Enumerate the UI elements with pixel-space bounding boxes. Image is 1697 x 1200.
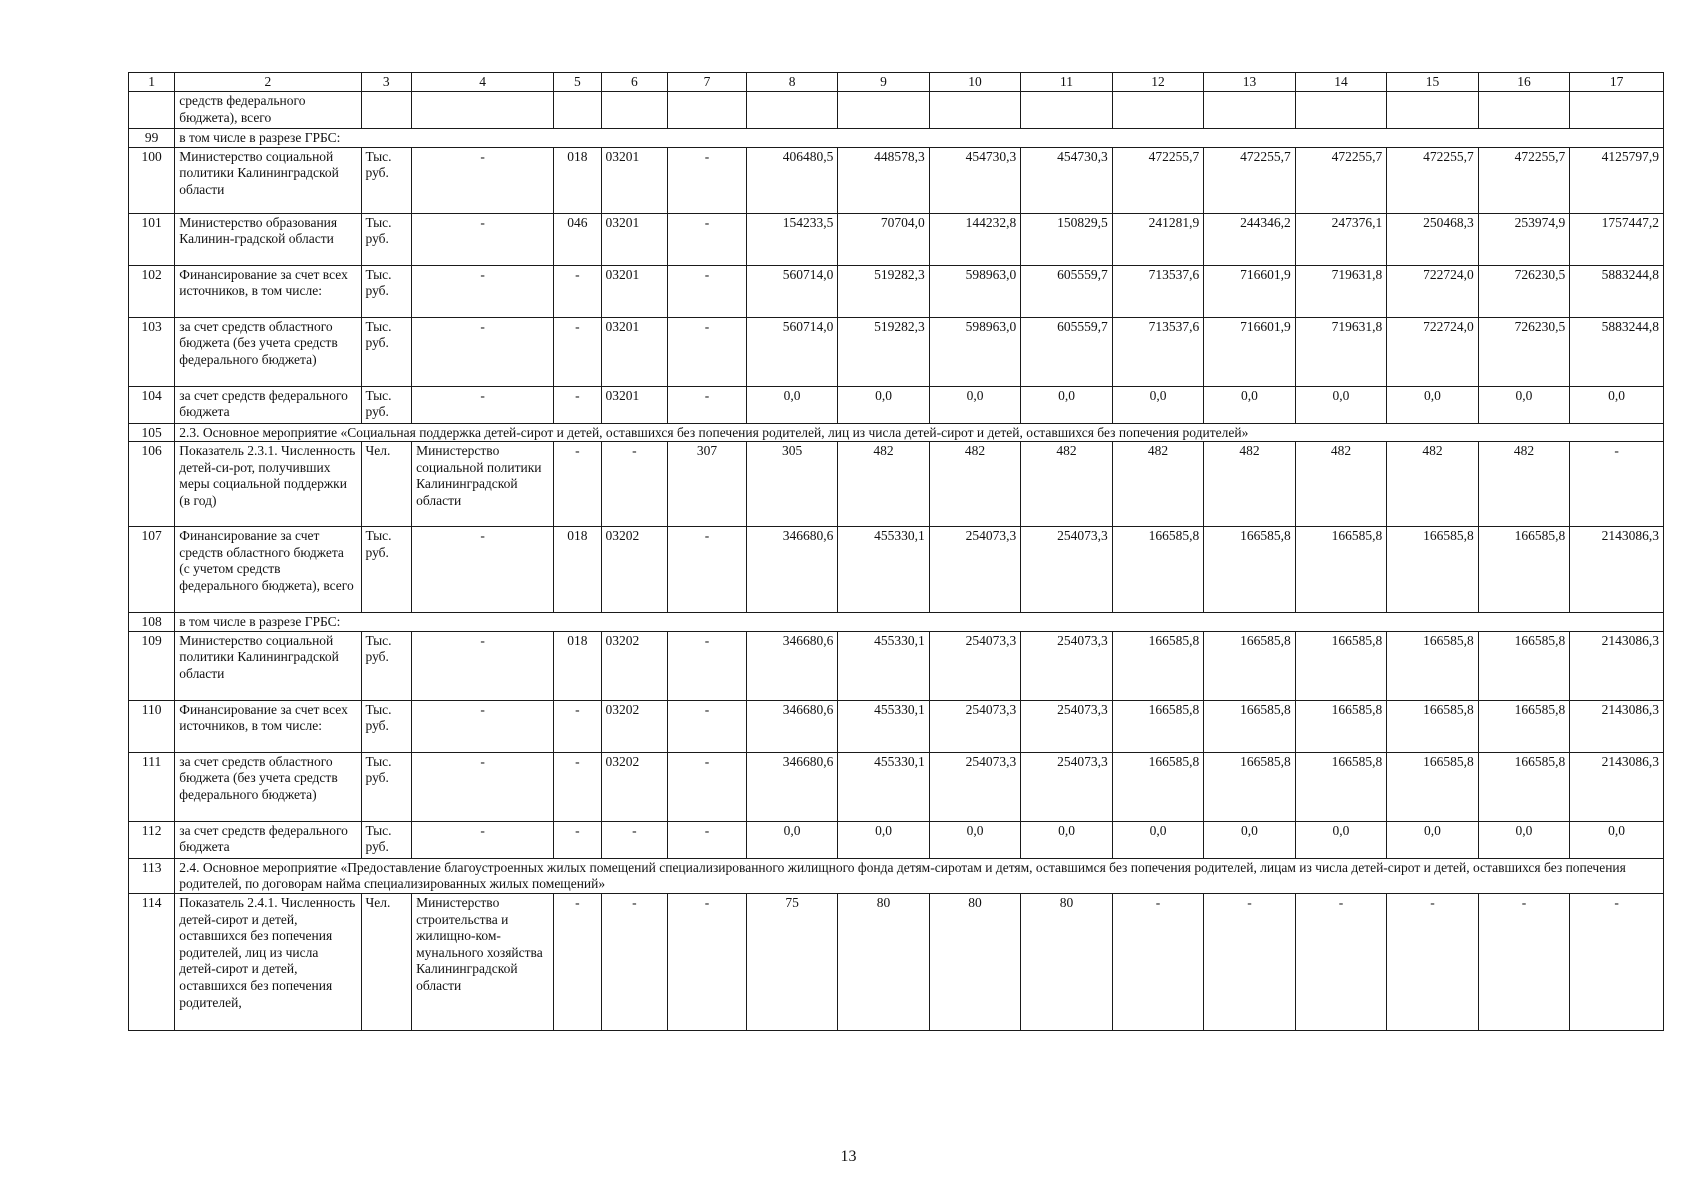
table-row bbox=[129, 631, 1664, 700]
value-cell: 0,0 bbox=[1387, 821, 1478, 858]
value-cell: 166585,8 bbox=[1295, 631, 1386, 700]
value-cell: - bbox=[1387, 893, 1478, 1030]
indicator-name: за счет средств областного бюджета (без учета средств федерального бюджета) bbox=[175, 752, 361, 821]
value-cell: 0,0 bbox=[1021, 386, 1112, 423]
code-cell: - bbox=[554, 821, 601, 858]
row-number: 111 bbox=[129, 752, 175, 821]
table-row bbox=[129, 213, 1664, 265]
value-cell: 719631,8 bbox=[1295, 265, 1386, 317]
value-cell bbox=[838, 92, 929, 129]
code-cell: 018 bbox=[554, 147, 601, 213]
value-cell: 0,0 bbox=[1295, 386, 1386, 423]
row-number bbox=[129, 92, 175, 129]
value-cell: 605559,7 bbox=[1021, 265, 1112, 317]
value-cell: 722724,0 bbox=[1387, 317, 1478, 386]
column-number: 13 bbox=[1204, 73, 1295, 92]
table-row bbox=[129, 317, 1664, 386]
value-cell: 346680,6 bbox=[746, 527, 837, 613]
value-cell bbox=[746, 92, 837, 129]
code-cell: - bbox=[668, 317, 747, 386]
value-cell: 254073,3 bbox=[929, 527, 1020, 613]
code-cell: 03202 bbox=[601, 631, 668, 700]
value-cell: 455330,1 bbox=[838, 631, 929, 700]
responsible-cell: - bbox=[412, 821, 554, 858]
value-cell: 482 bbox=[1112, 442, 1203, 527]
unit-cell: Тыс. руб. bbox=[361, 386, 412, 423]
unit-cell: Тыс. руб. bbox=[361, 213, 412, 265]
code-cell: 03201 bbox=[601, 386, 668, 423]
section-row bbox=[129, 129, 1664, 148]
value-cell: 482 bbox=[1021, 442, 1112, 527]
row-number: 104 bbox=[129, 386, 175, 423]
table-row bbox=[129, 527, 1664, 613]
value-cell: 346680,6 bbox=[746, 752, 837, 821]
column-number-row bbox=[129, 73, 1664, 92]
value-cell: 519282,3 bbox=[838, 317, 929, 386]
value-cell: 2143086,3 bbox=[1570, 631, 1664, 700]
responsible-cell: - bbox=[412, 631, 554, 700]
code-cell: - bbox=[554, 386, 601, 423]
value-cell: 0,0 bbox=[1021, 821, 1112, 858]
value-cell: 0,0 bbox=[929, 386, 1020, 423]
column-number: 9 bbox=[838, 73, 929, 92]
column-number: 17 bbox=[1570, 73, 1664, 92]
row-number: 101 bbox=[129, 213, 175, 265]
unit-cell: Тыс. руб. bbox=[361, 631, 412, 700]
code-cell: - bbox=[668, 213, 747, 265]
column-number: 8 bbox=[746, 73, 837, 92]
value-cell: 0,0 bbox=[1570, 821, 1664, 858]
value-cell: 254073,3 bbox=[929, 700, 1020, 752]
section-row bbox=[129, 613, 1664, 632]
code-cell: - bbox=[554, 265, 601, 317]
indicator-name: за счет средств федерального бюджета bbox=[175, 386, 361, 423]
value-cell: 150829,5 bbox=[1021, 213, 1112, 265]
value-cell: 0,0 bbox=[929, 821, 1020, 858]
column-number: 7 bbox=[668, 73, 747, 92]
value-cell: 247376,1 bbox=[1295, 213, 1386, 265]
value-cell: 0,0 bbox=[1478, 821, 1569, 858]
code-cell: - bbox=[554, 893, 601, 1030]
indicator-name: Министерство образования Калинин-градской области bbox=[175, 213, 361, 265]
code-cell: - bbox=[554, 700, 601, 752]
table-row bbox=[129, 700, 1664, 752]
value-cell: 166585,8 bbox=[1112, 631, 1203, 700]
value-cell: 726230,5 bbox=[1478, 265, 1569, 317]
row-number: 109 bbox=[129, 631, 175, 700]
table-row bbox=[129, 265, 1664, 317]
code-cell bbox=[554, 92, 601, 129]
page-number: 13 bbox=[840, 1148, 857, 1165]
value-cell: 154233,5 bbox=[746, 213, 837, 265]
value-cell: 472255,7 bbox=[1387, 147, 1478, 213]
table-row bbox=[129, 92, 1664, 129]
responsible-cell: Министерство социальной политики Калининградской области bbox=[412, 442, 554, 527]
value-cell: 166585,8 bbox=[1295, 527, 1386, 613]
value-cell: 406480,5 bbox=[746, 147, 837, 213]
value-cell bbox=[1570, 92, 1664, 129]
value-cell: 70704,0 bbox=[838, 213, 929, 265]
code-cell: 03202 bbox=[601, 700, 668, 752]
row-number: 102 bbox=[129, 265, 175, 317]
value-cell: 166585,8 bbox=[1112, 700, 1203, 752]
code-cell: - bbox=[668, 631, 747, 700]
responsible-cell: Министерство строительства и жилищно-ком-мунального хозяйства Калининградской области bbox=[412, 893, 554, 1030]
table-row bbox=[129, 386, 1664, 423]
section-title: 2.4. Основное мероприятие «Предоставление благоустроенных жилых помещений специализированного жилищного фонда детям-сиротам и детям, оставшимся без попечения родителей, лицам из числа детей-сирот и детей, оставшихся без попечения родителей, по договорам найма специализированных жилых помещений» bbox=[175, 858, 1664, 893]
code-cell: - bbox=[668, 147, 747, 213]
value-cell: 144232,8 bbox=[929, 213, 1020, 265]
value-cell: 166585,8 bbox=[1204, 527, 1295, 613]
value-cell: - bbox=[1478, 893, 1569, 1030]
value-cell bbox=[1204, 92, 1295, 129]
value-cell: 716601,9 bbox=[1204, 265, 1295, 317]
indicator-name: Министерство социальной политики Калининградской области bbox=[175, 147, 361, 213]
section-title: в том числе в разрезе ГРБС: bbox=[175, 129, 1664, 148]
indicator-name: Показатель 2.4.1. Численность детей-сирот и детей, оставшихся без попечения родителей, лиц из числа детей-сирот и детей, оставшихся без попечения родителей, bbox=[175, 893, 361, 1030]
column-number: 1 bbox=[129, 73, 175, 92]
value-cell: 4125797,9 bbox=[1570, 147, 1664, 213]
unit-cell: Тыс. руб. bbox=[361, 317, 412, 386]
value-cell bbox=[1387, 92, 1478, 129]
code-cell: - bbox=[668, 386, 747, 423]
value-cell bbox=[1478, 92, 1569, 129]
value-cell: 2143086,3 bbox=[1570, 700, 1664, 752]
value-cell: 605559,7 bbox=[1021, 317, 1112, 386]
value-cell: 0,0 bbox=[1204, 386, 1295, 423]
value-cell: 166585,8 bbox=[1112, 527, 1203, 613]
column-number: 14 bbox=[1295, 73, 1386, 92]
value-cell: 80 bbox=[929, 893, 1020, 1030]
value-cell: 166585,8 bbox=[1295, 752, 1386, 821]
row-number: 114 bbox=[129, 893, 175, 1030]
value-cell: 0,0 bbox=[838, 821, 929, 858]
column-number: 16 bbox=[1478, 73, 1569, 92]
value-cell: - bbox=[1570, 893, 1664, 1030]
value-cell: 305 bbox=[746, 442, 837, 527]
value-cell: 2143086,3 bbox=[1570, 752, 1664, 821]
value-cell: 0,0 bbox=[1387, 386, 1478, 423]
unit-cell: Тыс. руб. bbox=[361, 821, 412, 858]
value-cell bbox=[1295, 92, 1386, 129]
value-cell: 454730,3 bbox=[929, 147, 1020, 213]
indicator-name: Показатель 2.3.1. Численность детей-си-рот, получивших меры социальной поддержки (в год) bbox=[175, 442, 361, 527]
value-cell: 166585,8 bbox=[1204, 631, 1295, 700]
unit-cell: Тыс. руб. bbox=[361, 700, 412, 752]
value-cell: 713537,6 bbox=[1112, 265, 1203, 317]
unit-cell bbox=[361, 92, 412, 129]
value-cell: 80 bbox=[1021, 893, 1112, 1030]
table-row bbox=[129, 821, 1664, 858]
code-cell: - bbox=[554, 752, 601, 821]
unit-cell: Тыс. руб. bbox=[361, 147, 412, 213]
code-cell: 03201 bbox=[601, 213, 668, 265]
section-row bbox=[129, 423, 1664, 442]
indicator-name: средств федерального бюджета), всего bbox=[175, 92, 361, 129]
table-row bbox=[129, 442, 1664, 527]
row-number: 112 bbox=[129, 821, 175, 858]
code-cell: 046 bbox=[554, 213, 601, 265]
code-cell: 03202 bbox=[601, 752, 668, 821]
value-cell: 455330,1 bbox=[838, 700, 929, 752]
value-cell: 482 bbox=[1295, 442, 1386, 527]
responsible-cell: - bbox=[412, 317, 554, 386]
value-cell: 0,0 bbox=[746, 821, 837, 858]
value-cell: 598963,0 bbox=[929, 317, 1020, 386]
indicator-name: за счет средств областного бюджета (без учета средств федерального бюджета) bbox=[175, 317, 361, 386]
code-cell: 018 bbox=[554, 631, 601, 700]
table-row bbox=[129, 752, 1664, 821]
code-cell: 03201 bbox=[601, 147, 668, 213]
code-cell: - bbox=[668, 700, 747, 752]
value-cell: 166585,8 bbox=[1112, 752, 1203, 821]
value-cell: 726230,5 bbox=[1478, 317, 1569, 386]
value-cell: 519282,3 bbox=[838, 265, 929, 317]
unit-cell: Чел. bbox=[361, 442, 412, 527]
value-cell: 0,0 bbox=[1112, 386, 1203, 423]
row-number: 108 bbox=[129, 613, 175, 632]
value-cell: 166585,8 bbox=[1204, 700, 1295, 752]
indicator-name: Финансирование за счет всех источников, в том числе: bbox=[175, 265, 361, 317]
column-number: 3 bbox=[361, 73, 412, 92]
column-number: 4 bbox=[412, 73, 554, 92]
value-cell: 0,0 bbox=[1570, 386, 1664, 423]
value-cell: 455330,1 bbox=[838, 752, 929, 821]
unit-cell: Тыс. руб. bbox=[361, 265, 412, 317]
row-number: 110 bbox=[129, 700, 175, 752]
value-cell: 166585,8 bbox=[1478, 700, 1569, 752]
value-cell: 166585,8 bbox=[1478, 752, 1569, 821]
row-number: 106 bbox=[129, 442, 175, 527]
value-cell: 482 bbox=[838, 442, 929, 527]
row-number: 107 bbox=[129, 527, 175, 613]
code-cell: - bbox=[554, 317, 601, 386]
code-cell: 03202 bbox=[601, 527, 668, 613]
value-cell: 254073,3 bbox=[1021, 752, 1112, 821]
responsible-cell: - bbox=[412, 213, 554, 265]
value-cell: 0,0 bbox=[838, 386, 929, 423]
value-cell: 254073,3 bbox=[1021, 527, 1112, 613]
value-cell: - bbox=[1112, 893, 1203, 1030]
value-cell: 166585,8 bbox=[1295, 700, 1386, 752]
responsible-cell: - bbox=[412, 752, 554, 821]
code-cell: 03201 bbox=[601, 317, 668, 386]
value-cell: 454730,3 bbox=[1021, 147, 1112, 213]
value-cell: 166585,8 bbox=[1478, 527, 1569, 613]
value-cell: 5883244,8 bbox=[1570, 265, 1664, 317]
value-cell: 241281,9 bbox=[1112, 213, 1203, 265]
section-row bbox=[129, 858, 1664, 893]
row-number: 105 bbox=[129, 423, 175, 442]
value-cell: 254073,3 bbox=[929, 752, 1020, 821]
value-cell: 482 bbox=[1387, 442, 1478, 527]
value-cell: 455330,1 bbox=[838, 527, 929, 613]
value-cell: 472255,7 bbox=[1112, 147, 1203, 213]
responsible-cell: - bbox=[412, 527, 554, 613]
document-sheet bbox=[128, 72, 1664, 1031]
indicator-name: Финансирование за счет средств областного бюджета (с учетом средств федерального бюджета), всего bbox=[175, 527, 361, 613]
responsible-cell bbox=[412, 92, 554, 129]
value-cell: 482 bbox=[929, 442, 1020, 527]
indicator-name: за счет средств федерального бюджета bbox=[175, 821, 361, 858]
value-cell: 75 bbox=[746, 893, 837, 1030]
value-cell: 598963,0 bbox=[929, 265, 1020, 317]
column-number: 2 bbox=[175, 73, 361, 92]
row-number: 100 bbox=[129, 147, 175, 213]
value-cell: 0,0 bbox=[1295, 821, 1386, 858]
responsible-cell: - bbox=[412, 700, 554, 752]
value-cell: 472255,7 bbox=[1295, 147, 1386, 213]
column-number: 12 bbox=[1112, 73, 1203, 92]
section-title: в том числе в разрезе ГРБС: bbox=[175, 613, 1664, 632]
value-cell: 346680,6 bbox=[746, 700, 837, 752]
column-number: 6 bbox=[601, 73, 668, 92]
value-cell: 722724,0 bbox=[1387, 265, 1478, 317]
value-cell: 254073,3 bbox=[1021, 631, 1112, 700]
column-number: 11 bbox=[1021, 73, 1112, 92]
value-cell: 166585,8 bbox=[1387, 527, 1478, 613]
indicator-name: Финансирование за счет всех источников, в том числе: bbox=[175, 700, 361, 752]
unit-cell: Тыс. руб. bbox=[361, 752, 412, 821]
row-number: 113 bbox=[129, 858, 175, 893]
value-cell: 166585,8 bbox=[1387, 752, 1478, 821]
code-cell: - bbox=[668, 893, 747, 1030]
code-cell: 03201 bbox=[601, 265, 668, 317]
value-cell: 0,0 bbox=[746, 386, 837, 423]
code-cell: - bbox=[668, 821, 747, 858]
value-cell: 0,0 bbox=[1478, 386, 1569, 423]
code-cell: - bbox=[668, 265, 747, 317]
responsible-cell: - bbox=[412, 265, 554, 317]
value-cell: 472255,7 bbox=[1204, 147, 1295, 213]
value-cell: 713537,6 bbox=[1112, 317, 1203, 386]
value-cell: 244346,2 bbox=[1204, 213, 1295, 265]
value-cell: 719631,8 bbox=[1295, 317, 1386, 386]
section-title: 2.3. Основное мероприятие «Социальная поддержка детей-сирот и детей, оставшихся без попечения родителей, лиц из числа детей-сирот и детей, оставшихся без попечения родителей» bbox=[175, 423, 1664, 442]
column-number: 10 bbox=[929, 73, 1020, 92]
responsible-cell: - bbox=[412, 386, 554, 423]
indicator-name: Министерство социальной политики Калининградской области bbox=[175, 631, 361, 700]
unit-cell: Чел. bbox=[361, 893, 412, 1030]
table-row bbox=[129, 147, 1664, 213]
code-cell bbox=[668, 92, 747, 129]
value-cell: 472255,7 bbox=[1478, 147, 1569, 213]
value-cell: 346680,6 bbox=[746, 631, 837, 700]
code-cell: - bbox=[601, 893, 668, 1030]
table-row bbox=[129, 893, 1664, 1030]
program-table bbox=[128, 72, 1664, 1031]
value-cell: 716601,9 bbox=[1204, 317, 1295, 386]
value-cell: - bbox=[1570, 442, 1664, 527]
value-cell: 0,0 bbox=[1112, 821, 1203, 858]
value-cell: 166585,8 bbox=[1478, 631, 1569, 700]
code-cell: 307 bbox=[668, 442, 747, 527]
value-cell: 166585,8 bbox=[1387, 631, 1478, 700]
responsible-cell: - bbox=[412, 147, 554, 213]
value-cell: 253974,9 bbox=[1478, 213, 1569, 265]
column-number: 5 bbox=[554, 73, 601, 92]
code-cell: - bbox=[601, 442, 668, 527]
value-cell bbox=[1021, 92, 1112, 129]
unit-cell: Тыс. руб. bbox=[361, 527, 412, 613]
value-cell bbox=[1112, 92, 1203, 129]
value-cell: 254073,3 bbox=[1021, 700, 1112, 752]
value-cell: 448578,3 bbox=[838, 147, 929, 213]
value-cell: 482 bbox=[1204, 442, 1295, 527]
value-cell bbox=[929, 92, 1020, 129]
row-number: 99 bbox=[129, 129, 175, 148]
value-cell: 1757447,2 bbox=[1570, 213, 1664, 265]
value-cell: 254073,3 bbox=[929, 631, 1020, 700]
value-cell: 482 bbox=[1478, 442, 1569, 527]
value-cell: - bbox=[1204, 893, 1295, 1030]
value-cell: 560714,0 bbox=[746, 317, 837, 386]
value-cell: 2143086,3 bbox=[1570, 527, 1664, 613]
value-cell: 250468,3 bbox=[1387, 213, 1478, 265]
value-cell: - bbox=[1295, 893, 1386, 1030]
code-cell: - bbox=[668, 752, 747, 821]
value-cell: 0,0 bbox=[1204, 821, 1295, 858]
row-number: 103 bbox=[129, 317, 175, 386]
code-cell: - bbox=[554, 442, 601, 527]
code-cell: - bbox=[601, 821, 668, 858]
value-cell: 5883244,8 bbox=[1570, 317, 1664, 386]
code-cell: 018 bbox=[554, 527, 601, 613]
value-cell: 560714,0 bbox=[746, 265, 837, 317]
code-cell bbox=[601, 92, 668, 129]
value-cell: 166585,8 bbox=[1387, 700, 1478, 752]
column-number: 15 bbox=[1387, 73, 1478, 92]
value-cell: 166585,8 bbox=[1204, 752, 1295, 821]
code-cell: - bbox=[668, 527, 747, 613]
value-cell: 80 bbox=[838, 893, 929, 1030]
